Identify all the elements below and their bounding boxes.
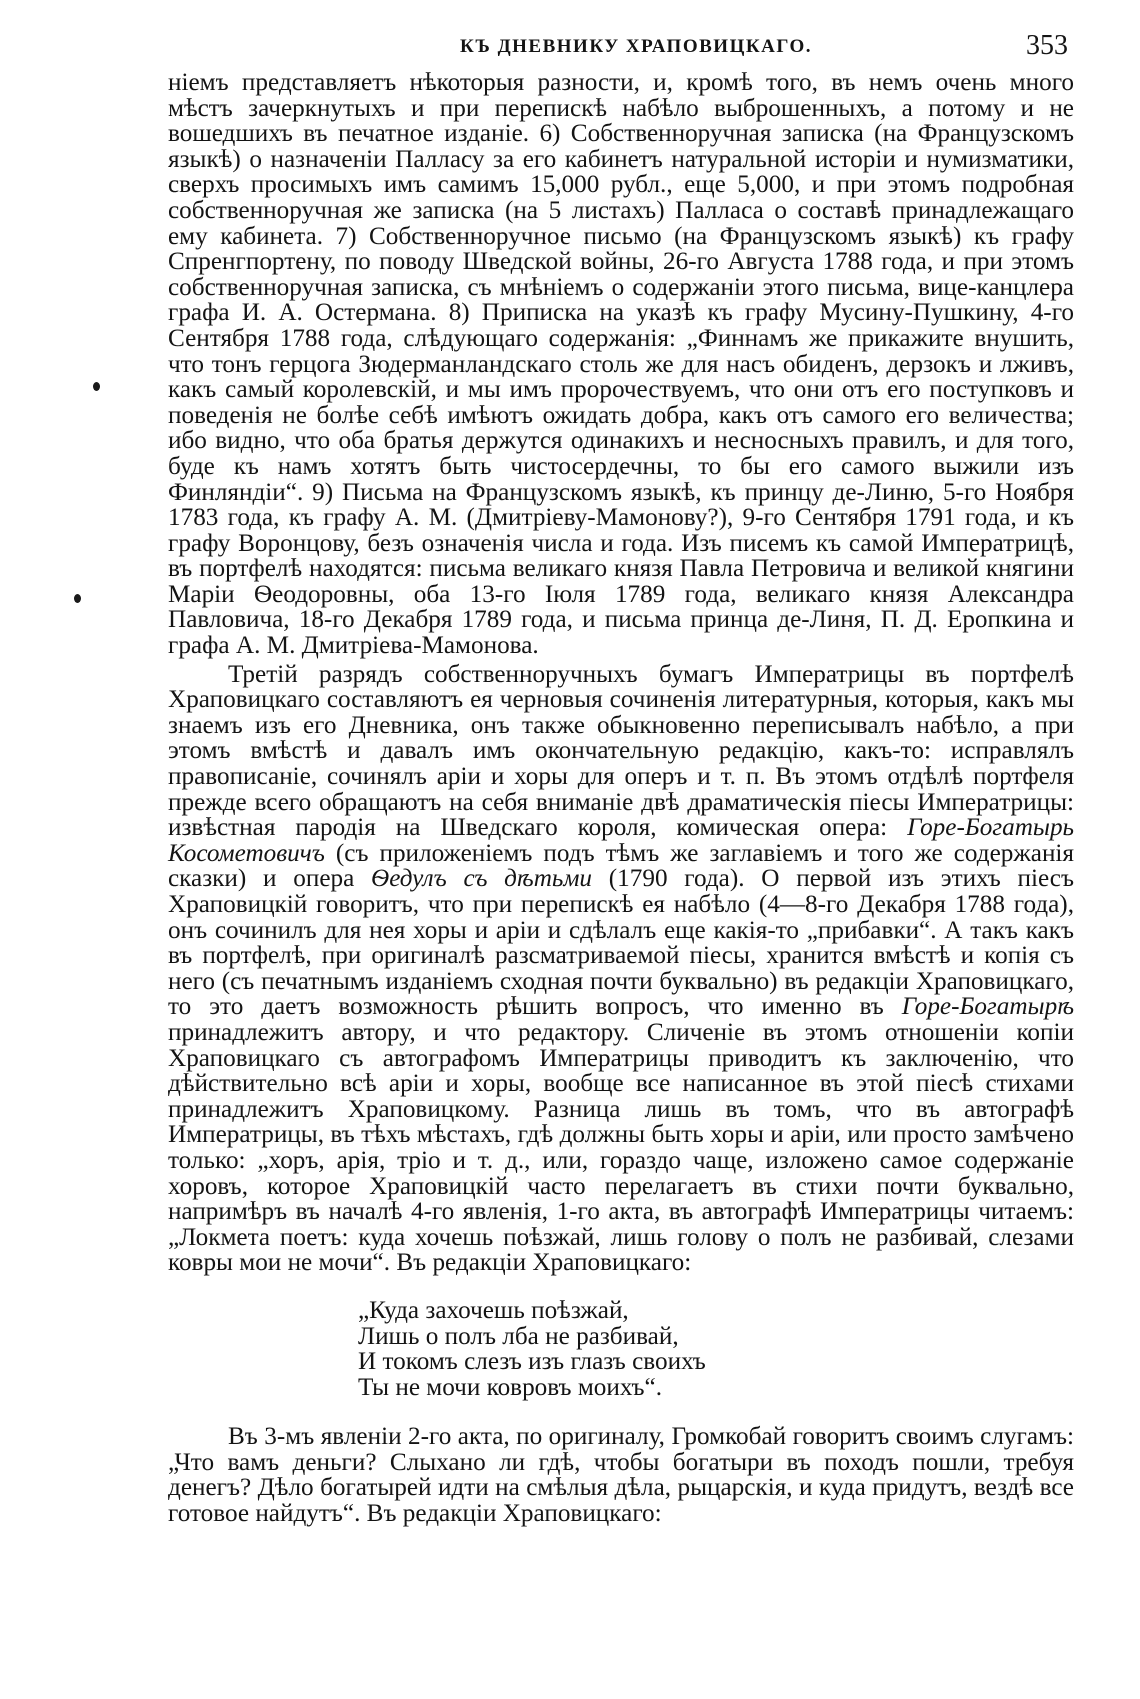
page-number: 353	[1026, 30, 1068, 61]
opera-title-fedul: Ѳедулъ съ дѣтьми	[371, 865, 593, 893]
verse-line: „Куда захочешь поѣзжай,	[358, 1296, 629, 1324]
paragraph-2-text-b: (съ приложеніемъ подъ тѣмъ же заглавіемъ и того же содержанія сказки) и опера	[168, 839, 1074, 893]
margin-mark	[93, 382, 100, 391]
paragraph-2-text-a: Третій разрядъ собственноручныхъ бумагъ Императрицы въ портфелѣ Храповицкаго составляютъ ея черновыя сочиненія литературныя, которыя, какъ мы знаемъ изъ его Дневника, онъ также обыкновенно переписывалъ набѣло, а при этомъ вмѣстѣ и давалъ имъ окончательную редакцію, какъ-то: исправлялъ правописаніе, сочинялъ аріи и хоры для оперъ и т. п. Въ этомъ отдѣлѣ портфеля прежде всего обращаютъ на себя вниманіе двѣ драматическія піесы Императрицы: извѣстная пародія на Шведскаго короля, комическая опера:	[168, 660, 1074, 842]
verse-line: Лишь о полъ лба не разбивай,	[358, 1322, 679, 1350]
paragraph-1: ніемъ представляетъ нѣкоторыя разности, и, кромѣ того, въ немъ очень много мѣстъ зачеркнутыхъ и при перепискѣ набѣло выброшенныхъ, а потому и не вошедшихъ въ печатное изданіе. 6) Собственноручная записка (на Французскомъ языкѣ) о назначеніи Палласу за его кабинетъ натуральной исторіи и нумизматики, сверхъ просимыхъ имъ самимъ 15,000 рубл., еще 5,000, и при этомъ подробная собственноручная же записка (на 5 листахъ) Палласа о составѣ принадлежащаго ему кабинета. 7) Собственноручное письмо (на Французскомъ языкѣ) къ графу Спренгпортену, по поводу Шведской войны, 26-го Августа 1788 года, и при этомъ собственноручная записка, съ мнѣніемъ о содержаніи этого письма, вице-канцлера графа И. А. Остермана. 8) Приписка на указѣ къ графу Мусину-Пушкину, 4-го Сентября 1788 года, слѣдующаго содержанія: „Финнамъ же прикажите внушить, что тонъ герцога Зюдерманландскаго столь же для насъ обиденъ, дерзокъ и лживъ, какъ самый королевскій, и мы имъ пророчествуемъ, что они отъ его поступковъ и поведенія не болѣе себѣ имѣютъ ожидать добра, какъ отъ самого его величества; ибо видно, что оба братья держутся одинакихъ и несносныхъ правилъ, и для того, буде къ намъ хотятъ быть чистосердечны, то бы его самого выжили изъ Финляндіи“. 9) Письма на Французскомъ языкѣ, къ принцу де-Линю, 5-го Ноября 1783 года, къ графу А. М. (Дмитріеву-Мамонову?), 9-го Сентября 1791 года, и къ графу Воронцову, безъ означенія числа и года. Изъ писемъ къ самой Императрицѣ, въ портфелѣ находятся: письма великаго князя Павла Петровича и великой княгини Маріи Ѳеодоровны, оба 13-го Іюля 1789 года, великаго князя Александра Павловича, 18-го Декабря 1789 года, и письма принца де-Линя, П. Д. Еропкина и графа А. М. Дмитріева-Мамонова.	[168, 69, 1074, 660]
verse-quote	[358, 1298, 1074, 1400]
running-title: КЪ ДНЕВНИКУ ХРАПОВИЦКАГО.	[460, 36, 812, 57]
opera-title-gore-bogatyre: Горе-Богатырѣ	[901, 993, 1074, 1021]
page-header	[150, 30, 1080, 66]
page-body	[168, 70, 1074, 1527]
margin-mark	[74, 594, 81, 603]
paragraph-2	[168, 662, 1074, 1276]
paragraph-3: Въ 3-мъ явленіи 2-го акта, по оригиналу, Громкобай говоритъ своимъ слугамъ: „Что вамъ деньги? Слыхано ли гдѣ, чтобы богатыри въ походъ пошли, требуя денегъ? Дѣло богатырей идти на смѣлыя дѣла, рыцарскія, и куда придутъ, вездѣ все готовое найдутъ“. Въ редакціи Храповицкаго:	[168, 1423, 1074, 1528]
paragraph-2-text-c: (1790 года). О первой изъ этихъ піесъ Храповицкій говоритъ, что при перепискѣ ея набѣло (4—8-го Декабря 1788 года), онъ сочинилъ для нея хоры и аріи и сдѣлалъ еще какія-то „прибавки“. А такъ какъ въ портфелѣ, при оригиналѣ разсматриваемой піесы, хранится вмѣстѣ и копія съ него (съ печатнымъ изданіемъ сходная почти буквально) въ редакціи Храповицкаго, то это даетъ возможность рѣшить вопросъ, что именно въ	[168, 865, 1074, 1021]
verse-line: И токомъ слезъ изъ глазъ своихъ	[358, 1348, 706, 1376]
verse-line: Ты не мочи ковровъ моихъ“.	[358, 1373, 662, 1401]
opera-title-gore-bogatyr: Горе-Богатырь Косометовичъ	[168, 814, 1075, 867]
paragraph-2-text-d: принадлежитъ автору, и что редактору. Сличеніе въ этомъ отношеніи копіи Храповицкаго съ автографомъ Императрицы приводитъ къ заключенію, что дѣйствительно всѣ аріи и хоры, вообще все написанное въ этой піесѣ стихами принадлежитъ Храповицкому. Разница лишь въ томъ, что въ автографѣ Императрицы, въ тѣхъ мѣстахъ, гдѣ должны быть хоры и аріи, или просто замѣчено только: „хоръ, арія, тріо и т. д., или, гораздо чаще, изложено самое содержаніе хоровъ, которое Храповицкій часто перелагаетъ въ стихи почти буквально, напримѣръ въ началѣ 4-го явленія, 1-го акта, въ автографѣ Императрицы читаемъ: „Локмета поетъ: куда хочешь поѣзжай, лишь голову о полъ не разбивай, слезами ковры мои не мочи“. Въ редакціи Храповицкаго:	[168, 1018, 1074, 1277]
